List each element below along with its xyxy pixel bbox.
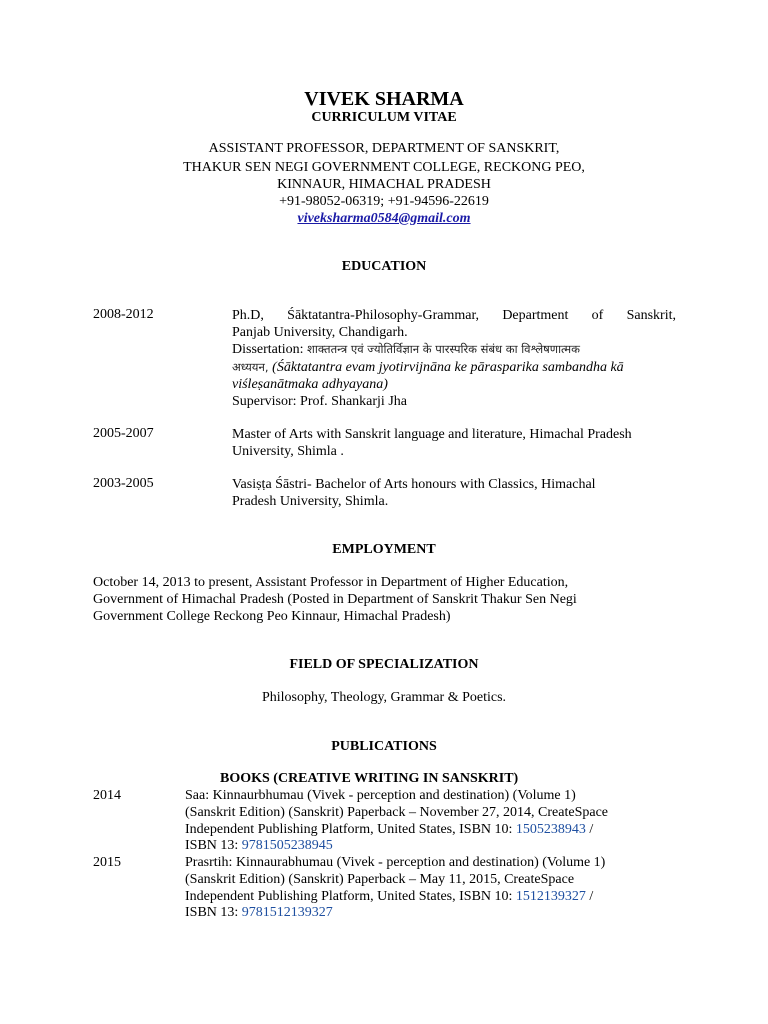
pub-2015-line2: (Sanskrit Edition) (Sanskrit) Paperback – May 11, 2015, CreateSpace <box>185 871 575 887</box>
dissertation-label: Dissertation: <box>232 342 308 358</box>
employment-line1: October 14, 2013 to present, Assistant Professor in Department of Higher Education, <box>93 575 569 590</box>
edu-desc-phd <box>232 307 676 410</box>
pub-2015-line3: Independent Publishing Platform, United States, ISBN 10: 1512139327 / <box>185 888 594 904</box>
edu-phd-dissertation-2 <box>232 359 676 376</box>
pub-2014-line3: Independent Publishing Platform, United States, ISBN 10: 1505238943 / <box>185 821 594 837</box>
employment-text <box>93 574 683 626</box>
pub-year-2015: 2015 <box>93 855 121 870</box>
books-subheading: BOOKS (CREATIVE WRITING IN SANSKRIT) <box>220 771 519 786</box>
edu-phd-line1: Ph.D, Śāktatantra-Philosophy-Grammar, Department of Sanskrit, <box>232 308 676 323</box>
specialization-text: Philosophy, Theology, Grammar & Poetics. <box>261 690 507 705</box>
cv-subtitle: CURRICULUM VITAE <box>311 110 457 125</box>
employment-line2: Government of Himachal Pradesh (Posted in Department of Sanskrit Thakur Sen Negi <box>93 592 577 608</box>
position-line: ASSISTANT PROFESSOR, DEPARTMENT OF SANSKRIT, <box>208 141 560 156</box>
pub-2015-line4: ISBN 13: 9781512139327 <box>185 905 333 921</box>
employment-heading: EMPLOYMENT <box>332 542 436 557</box>
dissertation-devanagari-2: अध्ययन, <box>232 359 273 374</box>
pub-2014-line4: ISBN 13: 9781505238945 <box>185 838 333 854</box>
isbn13-link[interactable]: 9781512139327 <box>241 905 333 921</box>
dissertation-transliteration: (Śāktatantra evam jyotirvijnāna ke pārasparika sambandha kā <box>272 359 624 375</box>
edu-phd-supervisor: Supervisor: Prof. Shankarji Jha <box>232 394 407 410</box>
edu-ma-line2: University, Shimla . <box>232 444 344 460</box>
email-link[interactable]: viveksharma0584@gmail.com <box>297 211 471 226</box>
edu-desc-ma <box>232 426 676 460</box>
edu-years-ba: 2003-2005 <box>93 476 154 491</box>
isbn13-link[interactable]: 9781505238945 <box>241 838 333 854</box>
education-heading: EDUCATION <box>341 259 427 274</box>
publications-heading: PUBLICATIONS <box>331 739 437 754</box>
dissertation-devanagari: शाक्ततन्त्र एवं ज्योतिर्विज्ञान के पारस्परिक संबंध का विश्लेषणात्मक <box>307 342 580 357</box>
pub-2014-line1: Saa: Kinnaurbhumau (Vivek - perception and destination) (Volume 1) <box>185 788 576 803</box>
pub-entry-2015 <box>185 855 645 922</box>
edu-phd-dissertation <box>232 341 676 358</box>
isbn10-link[interactable]: 1512139327 <box>515 888 586 904</box>
pub-2015-line1: Prasrtih: Kinnaurabhumau (Vivek - perception and destination) (Volume 1) <box>185 855 606 870</box>
employment-line3: Government College Reckong Peo Kinnaur, Himachal Pradesh) <box>93 609 451 625</box>
dissertation-transliteration-2: viśleṣanātmaka adhyayana) <box>232 376 388 392</box>
edu-ba-line1: Vasiṣṭa Śāstri- Bachelor of Arts honours with Classics, Himachal <box>232 477 596 492</box>
edu-desc-ba <box>232 476 676 510</box>
email-container <box>0 211 768 227</box>
location-line: KINNAUR, HIMACHAL PRADESH <box>277 177 491 192</box>
isbn10-link[interactable]: 1505238943 <box>515 821 586 837</box>
edu-phd-line2: Panjab University, Chandigarh. <box>232 325 408 341</box>
cv-name: VIVEK SHARMA <box>304 88 464 110</box>
college-line: THAKUR SEN NEGI GOVERNMENT COLLEGE, RECKONG PEO, <box>183 160 585 175</box>
edu-ba-line2: Pradesh University, Shimla. <box>232 494 389 510</box>
pub-year-2014: 2014 <box>93 788 121 803</box>
edu-phd-dissertation-3 <box>232 376 676 393</box>
phone-line: +91-98052-06319; +91-94596-22619 <box>279 194 489 209</box>
pub-2014-line2: (Sanskrit Edition) (Sanskrit) Paperback – November 27, 2014, CreateSpace <box>185 804 609 820</box>
edu-ma-line1: Master of Arts with Sanskrit language and literature, Himachal Pradesh <box>232 427 632 442</box>
pub-entry-2014 <box>185 788 645 855</box>
edu-years-ma: 2005-2007 <box>93 426 154 441</box>
edu-years-phd: 2008-2012 <box>93 307 154 322</box>
specialization-heading: FIELD OF SPECIALIZATION <box>289 657 479 672</box>
